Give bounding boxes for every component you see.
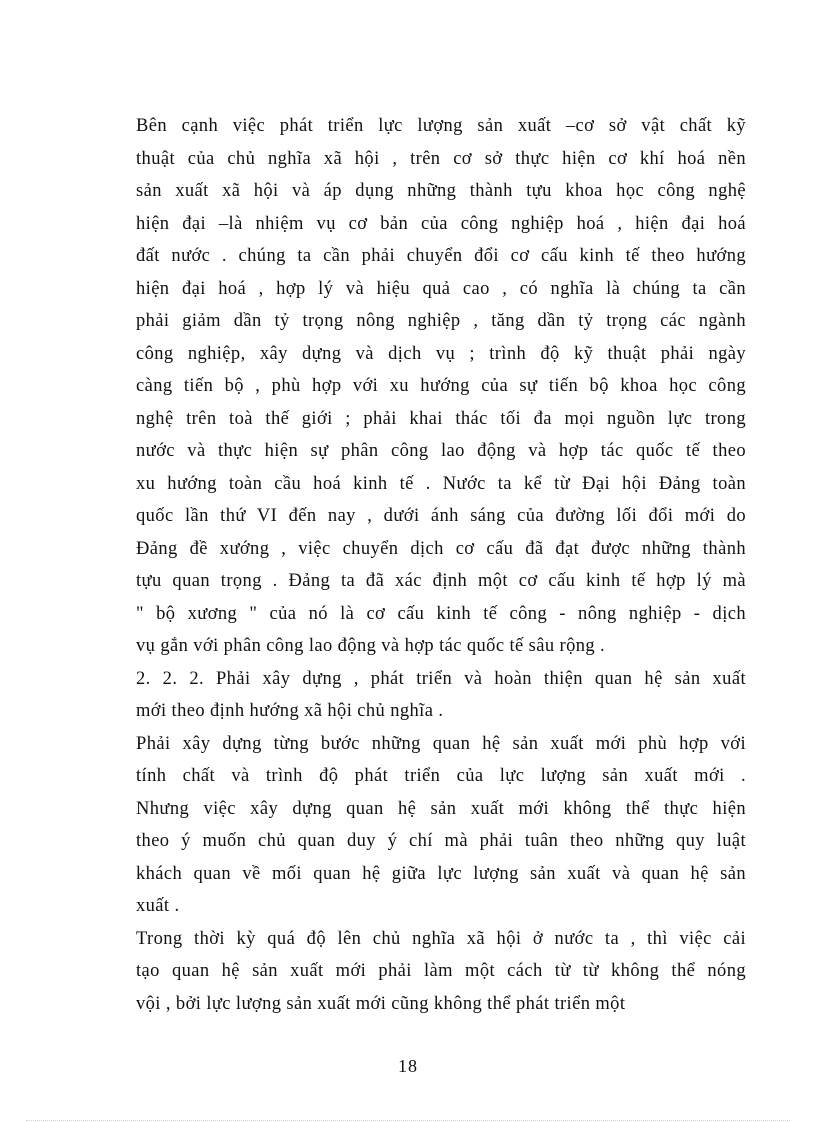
text-line: hiện đại hoá , hợp lý và hiệu quả cao , có nghĩa là chúng ta cần (136, 278, 746, 299)
text-line: công nghiệp, xây dựng và dịch vụ ; trình độ kỹ thuật phải ngày (136, 343, 746, 364)
text-line: tạo quan hệ sản xuất mới phải làm một cách từ từ không thể nóng (136, 961, 746, 981)
text-line: Nhưng việc xây dựng quan hệ sản xuất mới không thể thực hiện (136, 798, 746, 819)
text-line: Trong thời kỳ quá độ lên chủ nghĩa xã hội ở nước ta , thì việc cải (136, 928, 746, 949)
text-line: hiện đại –là nhiệm vụ cơ bản của công nghiệp hoá , hiện đại hoá (136, 213, 746, 234)
text-line: tính chất và trình độ phát triển của lực lượng sản xuất mới . (136, 766, 746, 786)
text-line: vụ gắn với phân công lao động và hợp tác quốc tế sâu rộng . (136, 636, 606, 656)
text-line: xuất . (136, 896, 180, 916)
text-line: vội , bởi lực lượng sản xuất mới cũng không thể phát triển một (136, 993, 626, 1014)
text-line: thuật của chủ nghĩa xã hội , trên cơ sở thực hiện cơ khí hoá nền (136, 148, 746, 169)
text-line: sản xuất xã hội và áp dụng những thành tựu khoa học công nghệ (136, 181, 746, 201)
text-line: tựu quan trọng . Đảng ta đã xác định một cơ cấu kinh tế hợp lý mà (136, 571, 746, 591)
text-line: càng tiến bộ , phù hợp với xu hướng của sự tiến bộ khoa học công (136, 376, 746, 396)
text-line: theo ý muốn chủ quan duy ý chí mà phải tuân theo những quy luật (136, 831, 746, 851)
page-bottom-divider (26, 1120, 790, 1121)
body-text (136, 110, 746, 1020)
text-line: " bộ xương " của nó là cơ cấu kinh tế công - nông nghiệp - dịch (136, 603, 746, 624)
text-line: Đảng đề xướng , việc chuyển dịch cơ cấu đã đạt được những thành (136, 538, 746, 559)
text-line: Bên cạnh việc phát triển lực lượng sản xuất –cơ sở vật chất kỹ (136, 116, 746, 136)
section-heading-line: mới theo định hướng xã hội chủ nghĩa . (136, 701, 444, 721)
section-heading-line: 2. 2. 2. Phải xây dựng , phát triển và hoàn thiện quan hệ sản xuất (136, 668, 746, 689)
text-line: nghệ trên toà thế giới ; phải khai thác tối đa mọi nguồn lực trong (136, 408, 746, 429)
text-line: nước và thực hiện sự phân công lao động và hợp tác quốc tế theo (136, 441, 746, 461)
text-line: quốc lần thứ VI đến nay , dưới ánh sáng của đường lối đổi mới do (136, 506, 746, 526)
text-line: phải giảm dần tỷ trọng nông nghiệp , tăng dần tỷ trọng các ngành (136, 311, 746, 331)
text-line: khách quan về mối quan hệ giữa lực lượng sản xuất và quan hệ sản (136, 863, 746, 884)
text-line: xu hướng toàn cầu hoá kinh tế . Nước ta kể từ Đại hội Đảng toàn (136, 473, 746, 494)
text-line: Phải xây dựng từng bước những quan hệ sản xuất mới phù hợp với (136, 733, 746, 754)
text-line: đất nước . chúng ta cần phải chuyển đổi cơ cấu kinh tế theo hướng (136, 246, 746, 266)
page-number: 18 (398, 1056, 418, 1076)
